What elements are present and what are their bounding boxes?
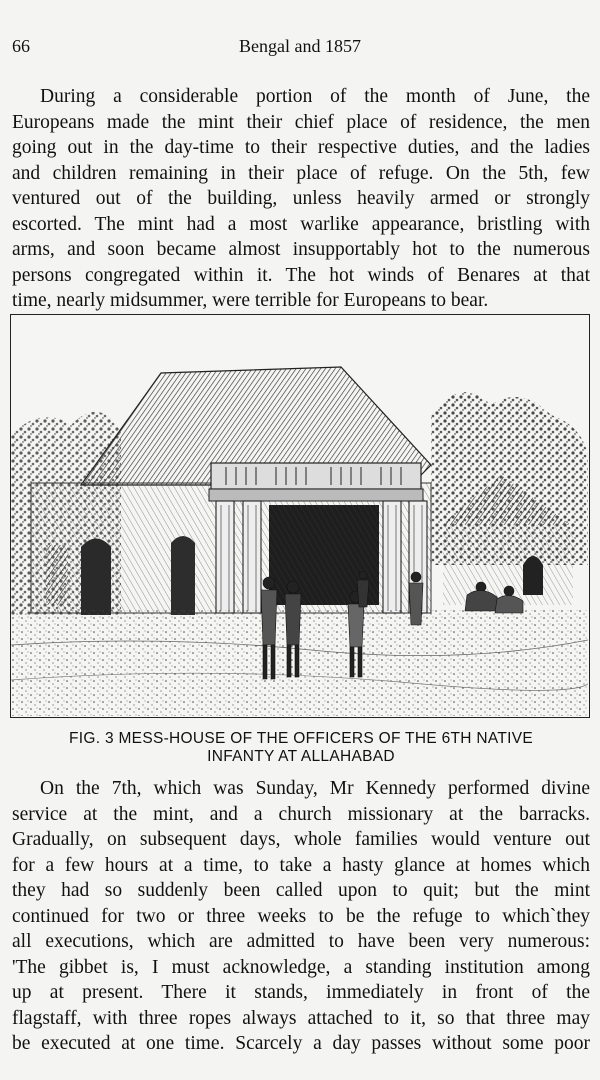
- text-line: persons congregated within it. The hot winds of Benares at that: [12, 264, 590, 286]
- text-line: Gradually, on subsequent days, whole families would venture out: [12, 829, 590, 850]
- mess-house-engraving: [11, 315, 588, 716]
- text-line: all executions, which are admitted to have been very numerous:: [12, 931, 590, 952]
- text-line: escorted. The mint had a most warlike appearance, bristling with: [12, 213, 590, 235]
- text-line: for a few hours at a time, to take a hasty glance at homes which: [12, 854, 590, 876]
- caption-line: INFANTY AT ALLAHABAD: [207, 748, 395, 765]
- text-line: and children remaining in their place of refuge. On the 5th, few: [12, 162, 590, 184]
- text-line: During a considerable portion of the month of June, the: [40, 86, 590, 107]
- paragraph-2: [12, 776, 590, 1057]
- text-line: On the 7th, which was Sunday, Mr Kennedy performed divine: [40, 778, 590, 799]
- text-line: continued for two or three weeks to be the refuge to which`they: [12, 905, 590, 927]
- text-line: arms, and soon became almost insupportably hot to the numerous: [12, 239, 590, 260]
- page-number: 66: [12, 36, 30, 56]
- text-line: they had so suddenly been called upon to quit; but the mint: [12, 880, 590, 901]
- text-line: going out in the day-time to their respective duties, and the ladies: [12, 137, 590, 158]
- text-line: time, nearly midsummer, were terrible for Europeans to bear.: [12, 290, 489, 311]
- paragraph-1: [12, 84, 590, 314]
- text-line: up at present. There it stands, immediately in front of the: [12, 982, 590, 1003]
- text-line: flagstaff, with three ropes always attached to it, so that three may: [12, 1007, 590, 1029]
- text-line: ventured out of the building, unless heavily armed or strongly: [12, 188, 590, 209]
- text-line: service at the mint, and a church missionary at the barracks.: [12, 803, 590, 825]
- caption-line: FIG. 3 MESS-HOUSE OF THE OFFICERS OF THE 6TH NATIVE: [69, 730, 533, 747]
- text-line: be executed at one time. Scarcely a day passes without some poor: [12, 1033, 590, 1054]
- engraving-figure: [10, 314, 590, 718]
- text-line: 'The gibbet is, I must acknowledge, a standing institution among: [12, 956, 590, 978]
- page-header: [12, 36, 588, 60]
- running-head: Bengal and 1857: [239, 36, 361, 56]
- figure-caption: [12, 730, 590, 766]
- text-line: Europeans made the mint their chief place of residence, the men: [12, 111, 590, 133]
